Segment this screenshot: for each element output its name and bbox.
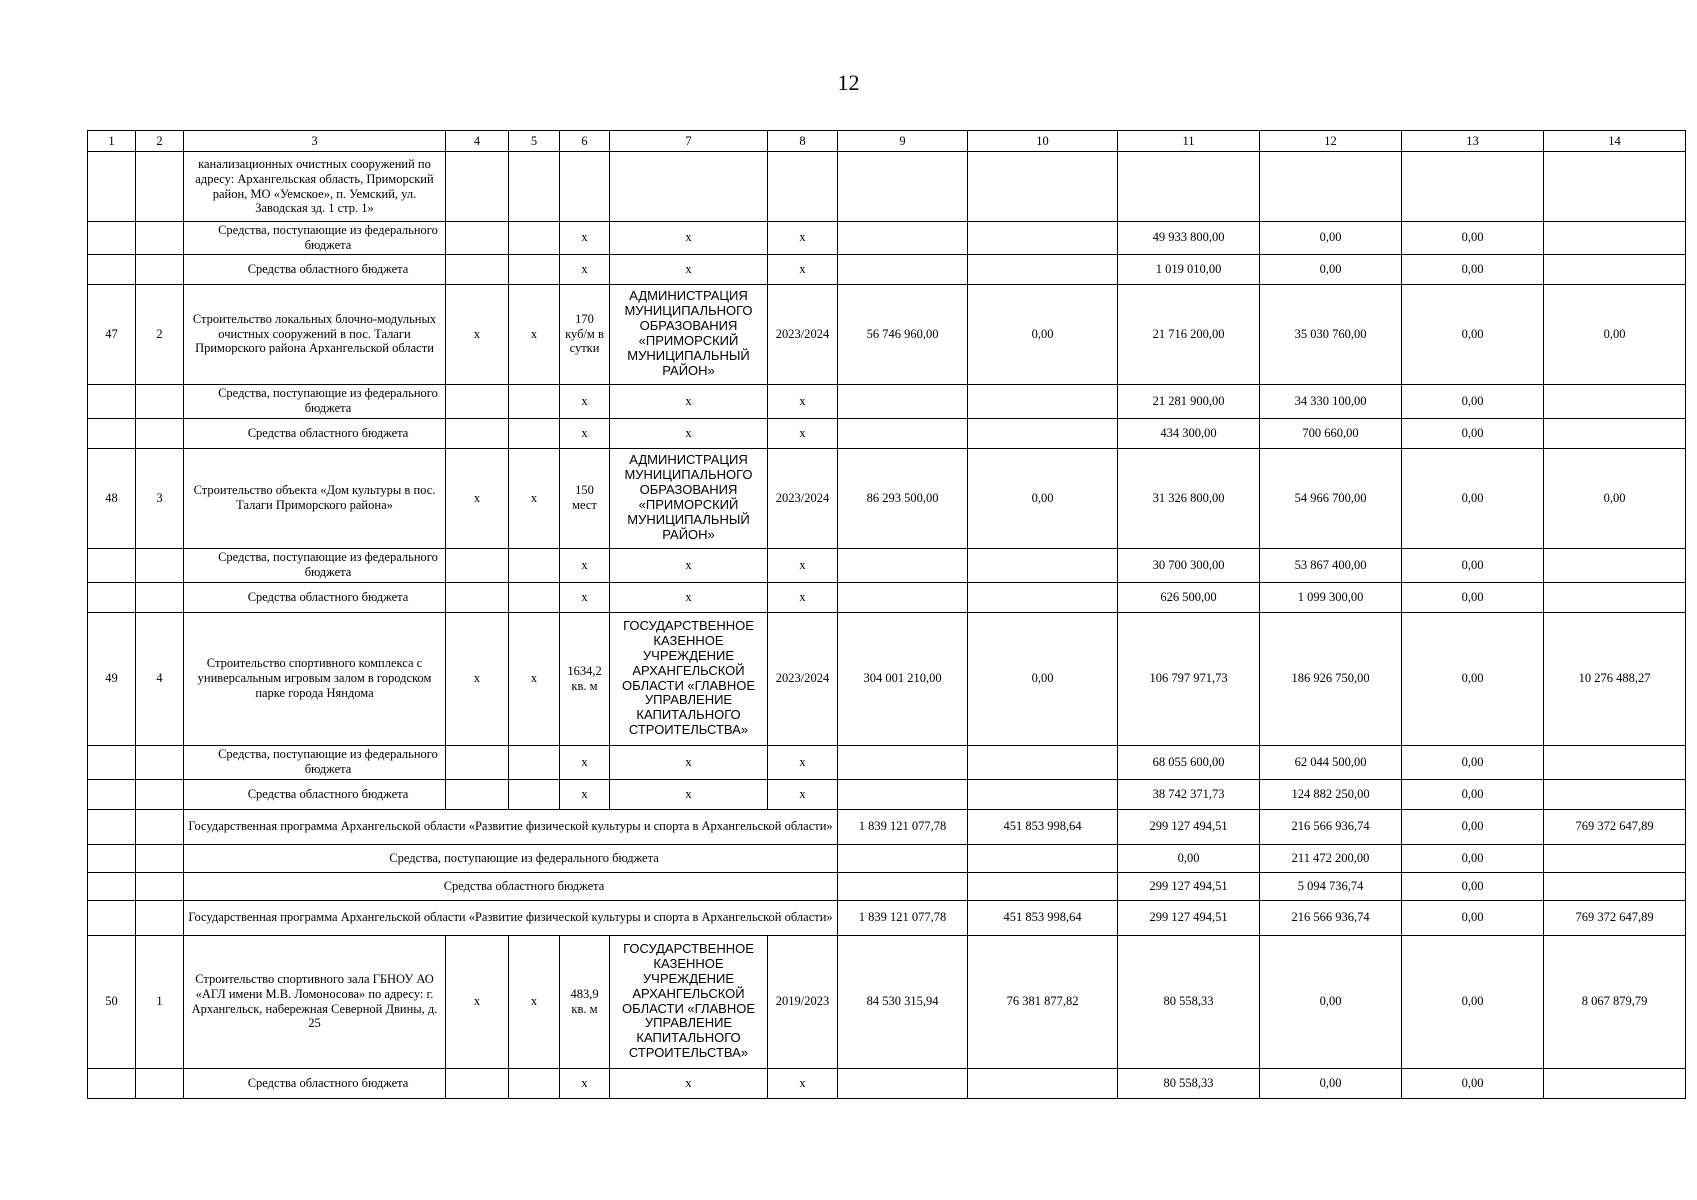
- table-row: [88, 1068, 1686, 1098]
- object-name: Строительство спортивного зала ГБНОУ АО «АГЛ имени М.В. Ломоносова» по адресу: г. Архангельск, набережная Северной Двины, д. 25: [184, 935, 446, 1068]
- column-number: 6: [560, 131, 610, 152]
- column-number-row: [88, 131, 1686, 152]
- table-row: [88, 612, 1686, 745]
- program-total-row: [88, 809, 1686, 844]
- cell: x: [509, 612, 560, 745]
- cell: x: [560, 418, 610, 448]
- cell: 0,00: [1260, 1068, 1402, 1098]
- sub-number: 3: [136, 448, 184, 548]
- cell: x: [768, 384, 838, 418]
- capacity: 483,9 кв. м: [560, 935, 610, 1068]
- cell: 0,00: [1402, 222, 1544, 255]
- funding-source: Средства, поступающие из федерального бюджета: [184, 745, 446, 779]
- capacity: 170 куб/м в сутки: [560, 284, 610, 384]
- cell: x: [509, 448, 560, 548]
- period: 2019/2023: [768, 935, 838, 1068]
- cell: 0,00: [1402, 284, 1544, 384]
- cell: x: [446, 284, 509, 384]
- cell: 31 326 800,00: [1118, 448, 1260, 548]
- cell: 0,00: [1402, 582, 1544, 612]
- cell: 62 044 500,00: [1260, 745, 1402, 779]
- cell: x: [768, 548, 838, 582]
- cell: 0,00: [1544, 448, 1686, 548]
- cell: x: [560, 548, 610, 582]
- column-number: 4: [446, 131, 509, 152]
- capacity: 1634,2 кв. м: [560, 612, 610, 745]
- cell: x: [446, 935, 509, 1068]
- row-number: 47: [88, 284, 136, 384]
- cell: 0,00: [1402, 935, 1544, 1068]
- cell: 1 839 121 077,78: [838, 809, 968, 844]
- cell: 769 372 647,89: [1544, 900, 1686, 935]
- object-name: Строительство объекта «Дом культуры в пос. Талаги Приморского района»: [184, 448, 446, 548]
- cell: 21 281 900,00: [1118, 384, 1260, 418]
- cell: x: [509, 935, 560, 1068]
- sub-number: 2: [136, 284, 184, 384]
- cell: 769 372 647,89: [1544, 809, 1686, 844]
- row-number: 50: [88, 935, 136, 1068]
- cell: 0,00: [1402, 779, 1544, 809]
- cell: x: [610, 1068, 768, 1098]
- cell: x: [560, 779, 610, 809]
- cell: x: [560, 222, 610, 255]
- cell: 0,00: [968, 448, 1118, 548]
- funding-source: Средства областного бюджета: [184, 872, 838, 900]
- period: 2023/2024: [768, 284, 838, 384]
- cell: x: [768, 254, 838, 284]
- column-number: 3: [184, 131, 446, 152]
- cell: 211 472 200,00: [1260, 844, 1402, 872]
- funding-source: Средства, поступающие из федерального бюджета: [184, 222, 446, 255]
- page-number: 12: [837, 70, 860, 95]
- funding-source: Средства, поступающие из федерального бюджета: [184, 844, 838, 872]
- column-number: 1: [88, 131, 136, 152]
- cell: x: [610, 779, 768, 809]
- cell: 216 566 936,74: [1260, 809, 1402, 844]
- cell: 299 127 494,51: [1118, 900, 1260, 935]
- cell: x: [560, 1068, 610, 1098]
- row-number: 48: [88, 448, 136, 548]
- cell: 299 127 494,51: [1118, 872, 1260, 900]
- table-row: [88, 582, 1686, 612]
- cell: 0,00: [968, 284, 1118, 384]
- cell: 106 797 971,73: [1118, 612, 1260, 745]
- capacity: 150 мест: [560, 448, 610, 548]
- customer: ГОСУДАРСТВЕННОЕ КАЗЕННОЕ УЧРЕЖДЕНИЕ АРХАНГЕЛЬСКОЙ ОБЛАСТИ «ГЛАВНОЕ УПРАВЛЕНИЕ КАПИТАЛЬНОГО СТРОИТЕЛЬСТВА»: [610, 935, 768, 1068]
- cell: 56 746 960,00: [838, 284, 968, 384]
- cell: 0,00: [1260, 254, 1402, 284]
- cell: 5 094 736,74: [1260, 872, 1402, 900]
- column-number: 13: [1402, 131, 1544, 152]
- sub-number: 1: [136, 935, 184, 1068]
- funding-source: Средства областного бюджета: [184, 418, 446, 448]
- cell: 0,00: [1402, 900, 1544, 935]
- cell: 80 558,33: [1118, 1068, 1260, 1098]
- cell: 0,00: [1402, 809, 1544, 844]
- cell: 84 530 315,94: [838, 935, 968, 1068]
- table-row: [88, 844, 1686, 872]
- sub-number: 4: [136, 612, 184, 745]
- table-row: [88, 548, 1686, 582]
- cell: x: [768, 222, 838, 255]
- cell: 700 660,00: [1260, 418, 1402, 448]
- cell: 53 867 400,00: [1260, 548, 1402, 582]
- cell: x: [610, 222, 768, 255]
- cell: x: [446, 612, 509, 745]
- customer: АДМИНИСТРАЦИЯ МУНИЦИПАЛЬНОГО ОБРАЗОВАНИЯ «ПРИМОРСКИЙ МУНИЦИПАЛЬНЫЙ РАЙОН»: [610, 284, 768, 384]
- cell: 38 742 371,73: [1118, 779, 1260, 809]
- cell: 0,00: [1402, 418, 1544, 448]
- cell: 0,00: [1118, 844, 1260, 872]
- customer: ГОСУДАРСТВЕННОЕ КАЗЕННОЕ УЧРЕЖДЕНИЕ АРХАНГЕЛЬСКОЙ ОБЛАСТИ «ГЛАВНОЕ УПРАВЛЕНИЕ КАПИТАЛЬНОГО СТРОИТЕЛЬСТВА»: [610, 612, 768, 745]
- cell: 0,00: [1260, 222, 1402, 255]
- cell: x: [560, 384, 610, 418]
- cell: 299 127 494,51: [1118, 809, 1260, 844]
- cell: x: [610, 548, 768, 582]
- cell: 0,00: [1402, 872, 1544, 900]
- cell: 8 067 879,79: [1544, 935, 1686, 1068]
- cell: 0,00: [1260, 935, 1402, 1068]
- cell: x: [560, 582, 610, 612]
- row-number: 49: [88, 612, 136, 745]
- cell: x: [610, 418, 768, 448]
- cell: x: [610, 254, 768, 284]
- cell: 0,00: [1402, 1068, 1544, 1098]
- cell: 76 381 877,82: [968, 935, 1118, 1068]
- cell: 35 030 760,00: [1260, 284, 1402, 384]
- column-number: 5: [509, 131, 560, 152]
- investment-table: [87, 130, 1686, 1099]
- cell: 451 853 998,64: [968, 900, 1118, 935]
- funding-source: Средства областного бюджета: [184, 254, 446, 284]
- cell: 186 926 750,00: [1260, 612, 1402, 745]
- funding-source: Средства, поступающие из федерального бюджета: [184, 384, 446, 418]
- cell: x: [768, 745, 838, 779]
- cell: 0,00: [1402, 448, 1544, 548]
- cell: 1 099 300,00: [1260, 582, 1402, 612]
- cell: 1 019 010,00: [1118, 254, 1260, 284]
- customer: АДМИНИСТРАЦИЯ МУНИЦИПАЛЬНОГО ОБРАЗОВАНИЯ «ПРИМОРСКИЙ МУНИЦИПАЛЬНЫЙ РАЙОН»: [610, 448, 768, 548]
- period: 2023/2024: [768, 448, 838, 548]
- cell: 1 839 121 077,78: [838, 900, 968, 935]
- funding-source: Средства областного бюджета: [184, 779, 446, 809]
- cell: x: [560, 254, 610, 284]
- table-row: [88, 448, 1686, 548]
- cell: 0,00: [1402, 844, 1544, 872]
- cell: 0,00: [1402, 612, 1544, 745]
- cell: 34 330 100,00: [1260, 384, 1402, 418]
- column-number: 10: [968, 131, 1118, 152]
- cell: 49 933 800,00: [1118, 222, 1260, 255]
- column-number: 7: [610, 131, 768, 152]
- cell: 216 566 936,74: [1260, 900, 1402, 935]
- cell: 451 853 998,64: [968, 809, 1118, 844]
- table-row: [88, 284, 1686, 384]
- column-number: 9: [838, 131, 968, 152]
- cell: x: [768, 1068, 838, 1098]
- funding-source: Средства, поступающие из федерального бюджета: [184, 548, 446, 582]
- cell: x: [768, 418, 838, 448]
- cell: x: [768, 582, 838, 612]
- table-row: [88, 384, 1686, 418]
- table-row: [88, 418, 1686, 448]
- object-name: канализационных очистных сооружений по адресу: Архангельская область, Приморский район, МО «Уемское», п. Уемский, ул. Заводская зд. 1 стр. 1»: [184, 152, 446, 222]
- cell: 0,00: [968, 612, 1118, 745]
- cell: 86 293 500,00: [838, 448, 968, 548]
- table-row: [88, 254, 1686, 284]
- column-number: 2: [136, 131, 184, 152]
- column-number: 14: [1544, 131, 1686, 152]
- cell: 0,00: [1544, 284, 1686, 384]
- program-total-row: [88, 900, 1686, 935]
- cell: 54 966 700,00: [1260, 448, 1402, 548]
- cell: 68 055 600,00: [1118, 745, 1260, 779]
- funding-source: Средства областного бюджета: [184, 1068, 446, 1098]
- table-row: [88, 745, 1686, 779]
- cell: x: [446, 448, 509, 548]
- table-row: [88, 872, 1686, 900]
- cell: 434 300,00: [1118, 418, 1260, 448]
- program-name: Государственная программа Архангельской области «Развитие физической культуры и спорта в Архангельской области»: [184, 809, 838, 844]
- funding-source: Средства областного бюджета: [184, 582, 446, 612]
- column-number: 11: [1118, 131, 1260, 152]
- table-row: [88, 779, 1686, 809]
- cell: 124 882 250,00: [1260, 779, 1402, 809]
- cell: 30 700 300,00: [1118, 548, 1260, 582]
- cell: x: [610, 582, 768, 612]
- cell: x: [610, 745, 768, 779]
- period: 2023/2024: [768, 612, 838, 745]
- cell: 80 558,33: [1118, 935, 1260, 1068]
- cell: x: [768, 779, 838, 809]
- program-name: Государственная программа Архангельской области «Развитие физической культуры и спорта в Архангельской области»: [184, 900, 838, 935]
- cell: 304 001 210,00: [838, 612, 968, 745]
- cell: 626 500,00: [1118, 582, 1260, 612]
- cell: 0,00: [1402, 548, 1544, 582]
- cell: 21 716 200,00: [1118, 284, 1260, 384]
- table-row: [88, 152, 1686, 222]
- column-number: 8: [768, 131, 838, 152]
- cell: x: [610, 384, 768, 418]
- object-name: Строительство спортивного комплекса с универсальным игровым залом в городском парке города Няндома: [184, 612, 446, 745]
- cell: 0,00: [1402, 384, 1544, 418]
- table-row: [88, 935, 1686, 1068]
- cell: 0,00: [1402, 745, 1544, 779]
- column-number: 12: [1260, 131, 1402, 152]
- cell: x: [560, 745, 610, 779]
- cell: 0,00: [1402, 254, 1544, 284]
- object-name: Строительство локальных блочно-модульных очистных сооружений в пос. Талаги Приморского района Архангельской области: [184, 284, 446, 384]
- table-row: [88, 222, 1686, 255]
- cell: x: [509, 284, 560, 384]
- cell: 10 276 488,27: [1544, 612, 1686, 745]
